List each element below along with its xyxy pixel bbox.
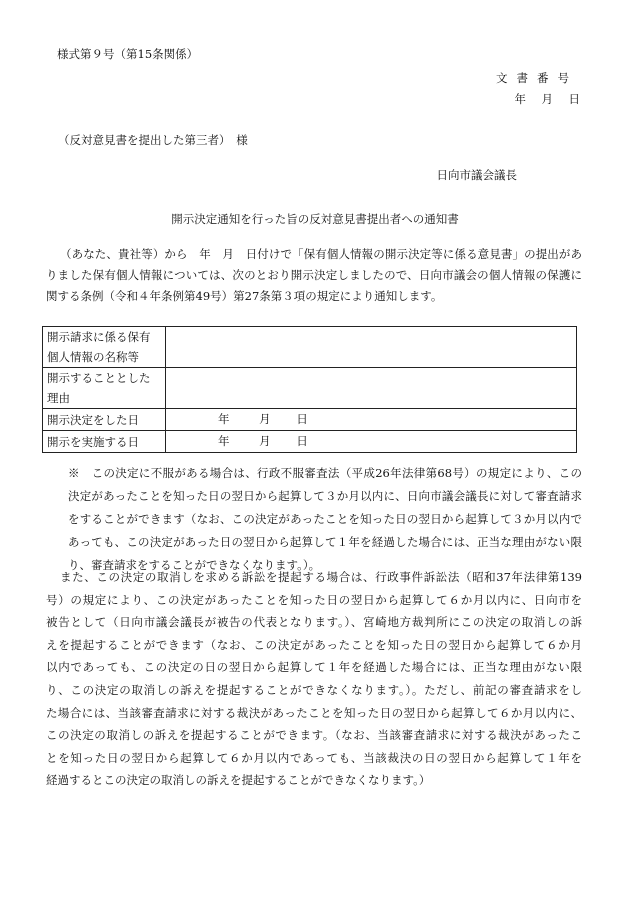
text-line: ※ この決定に不服がある場合は、行政不服審査法（平成26年法律第68号）の規定により、この — [68, 466, 582, 480]
table-row — [43, 327, 577, 368]
text-line: た場合には、当該審査請求に対する裁決があったことを知った日の翌日から起算して６か月以内に、 — [46, 705, 582, 720]
intro-paragraph — [46, 244, 582, 307]
table-label — [43, 327, 166, 368]
month-unit: 月 — [259, 411, 271, 426]
year-unit: 年 — [218, 433, 230, 448]
text-line: また、この決定の取消しを求める訴訟を提起する場合は、行政事件訴訟法（昭和37年法律第139 — [60, 570, 582, 584]
text-line: をすることができます（なお、この決定があったことを知った日の翌日から起算して３か月以内で — [68, 512, 582, 526]
document-number: 文書番号 — [496, 71, 578, 85]
table-row — [43, 431, 577, 453]
text-line: えを提起することができます（なお、この決定があったことを知った日の翌日から起算して６か月 — [46, 637, 582, 652]
lawsuit-paragraph — [46, 566, 582, 792]
text-line: 以内であっても、この決定の日の翌日から起算して１年を経過した場合には、正当な理由がない限 — [46, 660, 582, 675]
text-line: りました保有個人情報については、次のとおり開示決定しましたので、日向市議会の個人情報の保護に — [46, 268, 582, 282]
text-line: （あなた、貴社等）から 年 月 日付けで「保有個人情報の開示決定等に係る意見書」の提出があ — [60, 247, 582, 261]
text-line: 決定があったことを知った日の翌日から起算して３か月以内に、日向市議会議長に対して審査請求 — [68, 489, 582, 503]
text-line: 経過するとこの決定の取消しの訴えを提起することができなくなります。） — [46, 773, 431, 788]
label-line: 理由 — [47, 391, 70, 405]
document-title: 開示決定通知を行った旨の反対意見書提出者への通知書 — [171, 212, 459, 226]
decision-date — [166, 409, 577, 431]
text-line: あっても、この決定があった日の翌日から起算して１年を経過した場合には、正当な理由がない限 — [68, 535, 582, 549]
text-line: 号）の規定により、この決定があったことを知った日の翌日から起算して６か月以内に、日向市を — [46, 592, 582, 607]
month-unit: 月 — [259, 433, 271, 448]
form-number: 様式第９号（第15条関係） — [57, 47, 199, 61]
label-line: 開示することとした — [47, 371, 151, 385]
implementation-date — [166, 431, 577, 453]
info-table — [42, 326, 577, 453]
table-value — [166, 368, 577, 409]
day-unit: 日 — [296, 411, 308, 426]
year-unit: 年 — [218, 411, 230, 426]
text-line: り、この決定の取消しの訴えを提起することができなくなります。）。ただし、前記の審査請求をし — [46, 682, 582, 697]
text-line: とを知った日の翌日から起算して６か月以内であっても、当該裁決の日の翌日から起算して１年を — [46, 750, 582, 765]
text-line: この決定の取消しの訴えを提起することができます。（なお、当該審査請求に対する裁決があったこ — [46, 728, 582, 743]
table-label: 開示を実施する日 — [43, 431, 166, 453]
table-label: 開示決定をした日 — [43, 409, 166, 431]
text-line: り、審査請求をすることができなくなります。）。 — [68, 558, 321, 572]
document-date: 年 月 日 — [514, 92, 582, 106]
table-row — [43, 368, 577, 409]
table-row — [43, 409, 577, 431]
table-value — [166, 327, 577, 368]
text-line: 関する条例（令和４年条例第49号）第27条第３項の規定により通知します。 — [46, 289, 443, 303]
day-unit: 日 — [296, 433, 308, 448]
table-label — [43, 368, 166, 409]
label-line: 個人情報の名称等 — [47, 350, 139, 364]
sender: 日向市議会議長 — [436, 168, 517, 182]
appeal-note — [46, 462, 582, 577]
addressee: （反対意見書を提出した第三者） 様 — [58, 133, 248, 147]
text-line: 被告として（日向市議会議長が被告の代表となります。）、宮崎地方裁判所にこの決定の取消しの訴 — [46, 615, 582, 630]
label-line: 開示請求に係る保有 — [47, 330, 151, 344]
